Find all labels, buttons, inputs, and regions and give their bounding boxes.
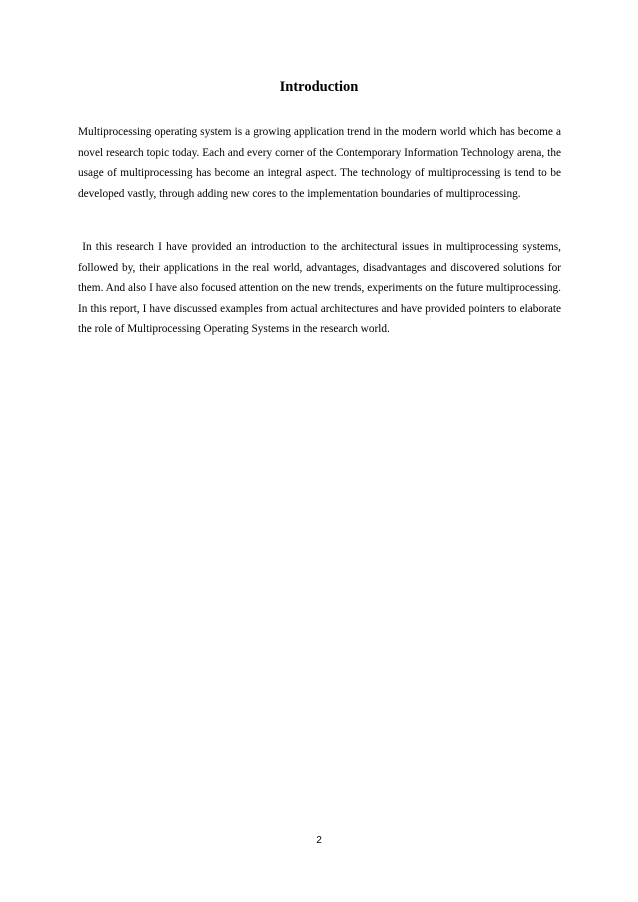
section-title: Introduction	[279, 79, 359, 95]
paragraph-intro: Multiprocessing operating system is a growing application trend in the modern world which has become a novel research topic today. Each and every corner of the Contemporary Information Technology arena, the usage of multiprocessing has become an integral aspect. The technology of multiprocessing is tend to be developed vastly, through adding new cores to the implementation boundaries of multiprocessing.	[78, 126, 561, 200]
paragraph-research-overview: In this research I have provided an introduction to the architectural issues in multiprocessing systems, followed by, their applications in the real world, advantages, disadvantages and discovered solutions for them. And also I have also focused attention on the new trends, experiments on the future multiprocessing. In this report, I have discussed examples from actual architectures and have provided pointers to elaborate the role of Multiprocessing Operating Systems in the research world.	[78, 241, 567, 335]
page-number: 2	[316, 835, 322, 846]
